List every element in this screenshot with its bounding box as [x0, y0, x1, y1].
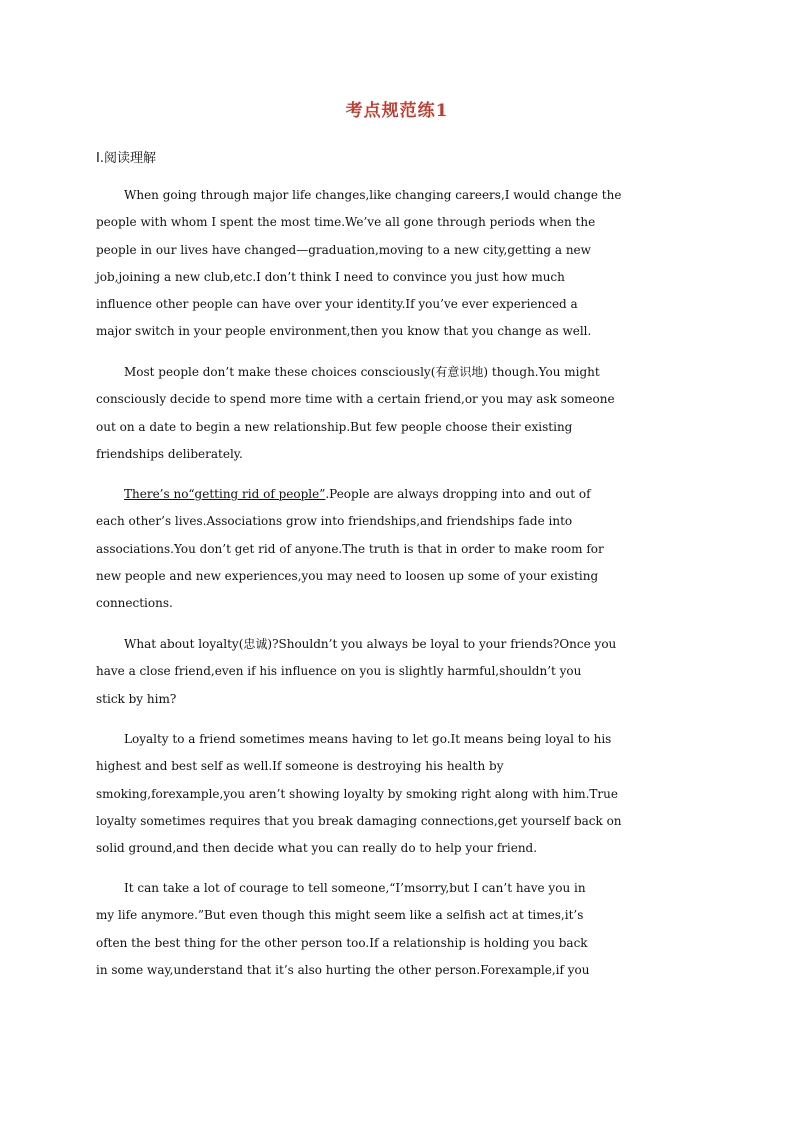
text-line: loyalty sometimes requires that you break damaging connections,get yourself back on	[96, 813, 622, 828]
text-line: my life anymore.”But even though this might seem like a selfish act at times,it’s	[96, 908, 584, 923]
text-line: friendships deliberately.	[96, 446, 243, 461]
page-title: 考点规范练1	[345, 101, 449, 121]
text-line: highest and best self as well.If someone is destroying his health by	[96, 759, 504, 774]
text-line: What about loyalty(忠诚)?Shouldn’t you always be loyal to your friends?Once you	[124, 637, 617, 651]
text-line: out on a date to begin a new relationship.But few people choose their existing	[96, 419, 573, 434]
text-line: consciously decide to spend more time with a certain friend,or you may ask someone	[96, 392, 615, 407]
text-line: associations.You don’t get rid of anyone.The truth is that in order to make room for	[96, 541, 604, 556]
text-line: solid ground,and then decide what you can really do to help your friend.	[96, 841, 538, 856]
text-line: people with whom I spent the most time.We’ve all gone through periods when the	[96, 215, 596, 230]
text-line: new people and new experiences,you may need to loosen up some of your existing	[96, 568, 599, 583]
text-line: in some way,understand that it’s also hurting the other person.Forexample,if you	[96, 962, 590, 977]
text-line: influence other people can have over your identity.If you’ve ever experienced a	[96, 297, 578, 312]
text-line	[96, 481, 696, 508]
text-line: stick by him?	[96, 691, 177, 706]
text-line: connections.	[96, 596, 173, 611]
passage-paragraph-4	[96, 631, 696, 713]
text-line: When going through major life changes,like changing careers,I would change the	[124, 188, 622, 202]
text-line: Loyalty to a friend sometimes means having to let go.It means being loyal to his	[124, 732, 612, 746]
underlined-sentence: There’s no“getting rid of people”	[124, 487, 326, 501]
text-line: It can take a lot of courage to tell someone,“I’msorry,but I can’t have you in	[124, 881, 586, 895]
passage-paragraph-1	[96, 182, 696, 346]
text-line: people in our lives have changed—graduation,moving to a new city,getting a new	[96, 242, 591, 257]
text-line: each other’s lives.Associations grow into friendships,and friendships fade into	[96, 514, 573, 529]
text-line: have a close friend,even if his influence on you is slightly harmful,shouldn’t you	[96, 664, 582, 679]
passage-paragraph-5	[96, 726, 696, 862]
text-line: job,joining a new club,etc.I don’t think I need to convince you just how much	[96, 269, 565, 284]
text-line: smoking,forexample,you aren’t showing loyalty by smoking right along with him.True	[96, 786, 618, 801]
section-heading: Ⅰ.阅读理解	[96, 151, 156, 166]
passage-paragraph-6	[96, 875, 696, 984]
passage-paragraph-3	[96, 481, 696, 617]
text-line: often the best thing for the other person too.If a relationship is holding you back	[96, 935, 588, 950]
text-line: major switch in your people environment,then you know that you change as well.	[96, 324, 592, 339]
sentence-continuation: .People are always dropping into and out of	[325, 487, 591, 501]
text-line: Most people don’t make these choices consciously(有意识地) though.You might	[124, 365, 600, 379]
passage-paragraph-2	[96, 359, 696, 468]
